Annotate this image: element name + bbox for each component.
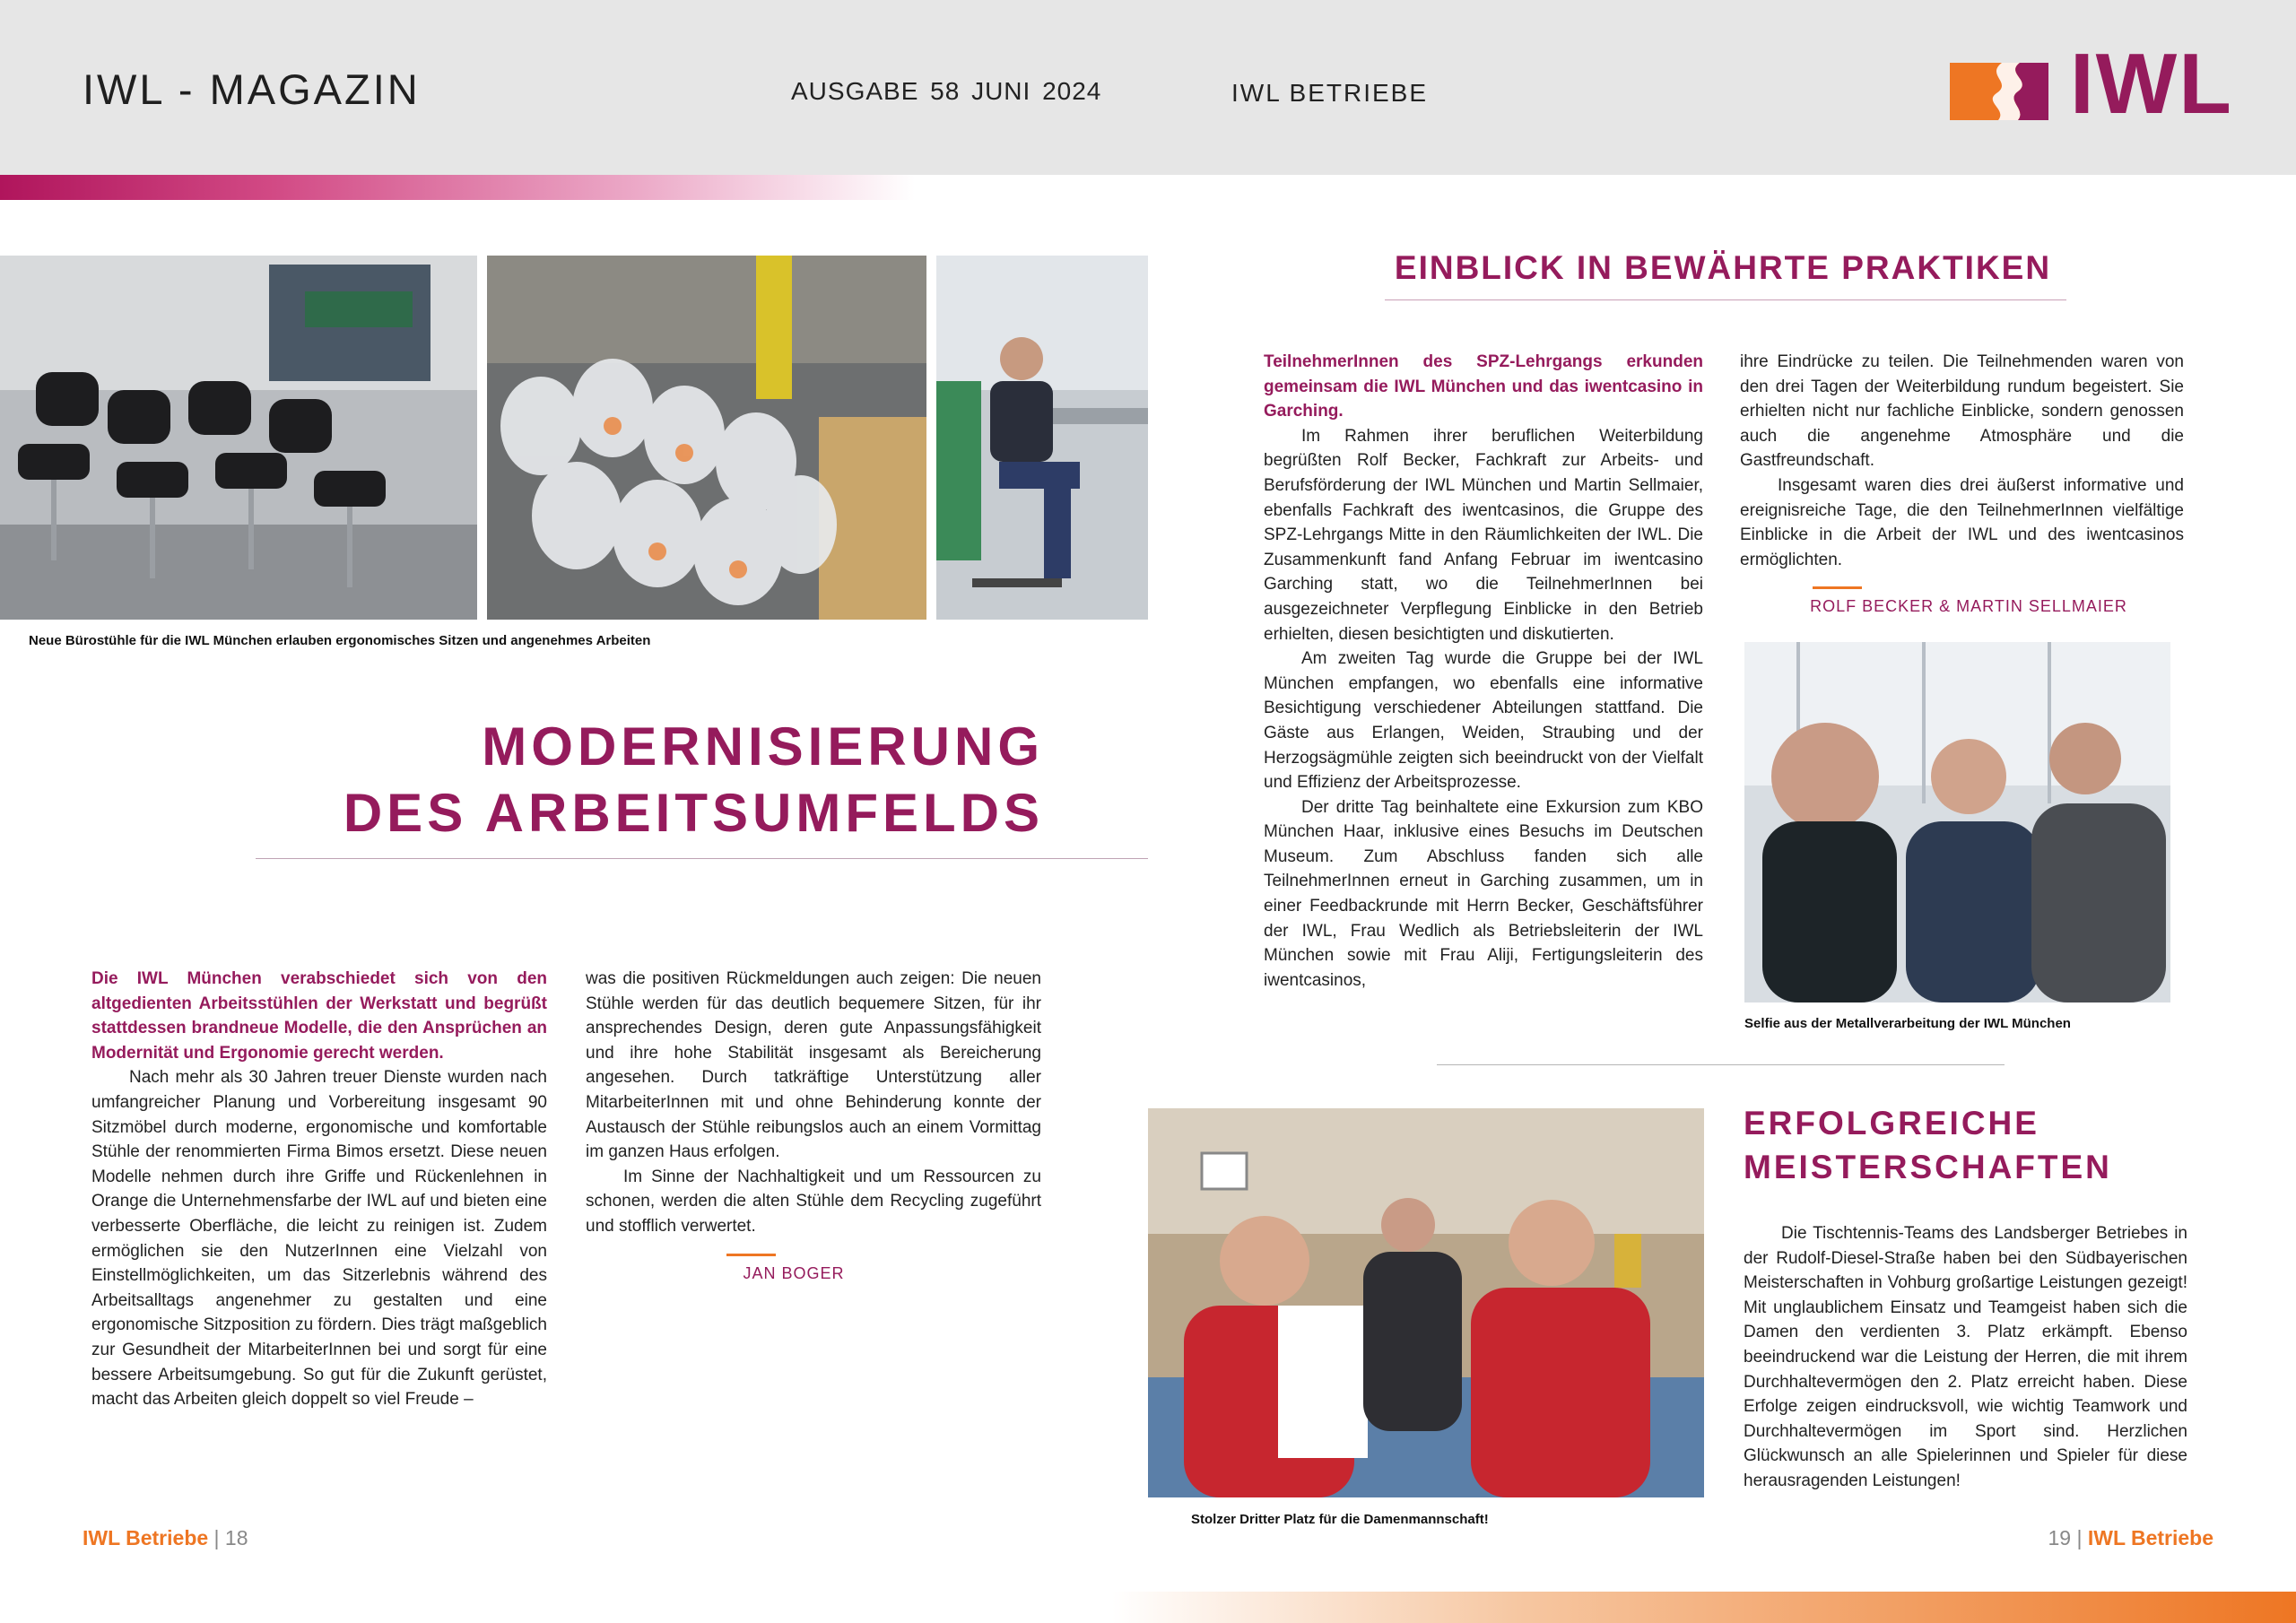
title-line-2: DES ARBEITSUMFELDS [343,783,1044,843]
article-paragraph: was die positiven Rückmeldungen auch zeigen: Die neuen Stühle werden für das deutlich bequemere Sitzen, für ihr ansprechendes Design, deren gute Anpassungsfähigkeit und ihre hohe Stabilität insgesamt als Bereicherung angesehen. Durch tatkräftige Unterstützung aller MitarbeiterInnen mit und ohne Behinderung konnte der Austausch der Stühle reibungslos auch an einem Vormittag im ganzen Haus erfolgen. [586,969,1041,1162]
article-column-1 [91,967,547,1412]
article-column-5 [1744,1221,2187,1494]
photo-selfie [1744,642,2170,1002]
footer-label: IWL Betriebe [2087,1526,2213,1549]
photo-man-at-desk [936,256,1148,620]
iwl-logo [1950,36,2233,132]
article-paragraph: Nach mehr als 30 Jahren treuer Dienste wurden nach umfangreicher Planung und Vorbereitung insgesamt 90 Sitzmöbel durch moderne, ergonomische und komfortable Stühle der renommierten Firma Bimos ersetzt. Diese neuen Modelle nehmen durch ihre Griffe und Rückenlehnen in Orange die Unternehmensfarbe der IWL auf und bieten eine verbesserte Oberfläche, die leicht zu reinigen ist. Zudem ermöglichen sie den NutzerInnen eine Vielzahl von Einstellmöglichkeiten, um das Sitzerlebnis während des Arbeitsalltags angenehmer zu gestalten und eine ergonomische Sitzposition zu fördern. Dies trägt maßgeblich zur Gesundheit der MitarbeiterInnen bei und sorgt für eine bessere Arbeitsumgebung. So gut für die Zukunft gerüstet, macht das Arbeiten gleich doppelt so viel Freude – [91,1068,547,1410]
article-paragraph: Im Sinne der Nachhaltigkeit und um Ressourcen zu schonen, werden die alten Stühle dem Recycling zugeführt und stofflich verwertet. [586,1167,1041,1236]
author-rule [1813,586,1862,589]
photo-wrapped-chairs [487,256,926,620]
footer-separator: | [213,1526,220,1549]
author-rule [726,1254,776,1256]
article-column-3 [1264,350,1703,993]
article-lead: Die IWL München verabschiedet sich von den altgedienten Arbeitsstühlen der Werkstatt und begrüßt stattdessen brandneue Modelle, die den Ansprüchen an Modernität und Ergonomie gerecht werden. [91,969,547,1063]
section-divider [1437,1064,2005,1065]
logo-text: IWL [2070,36,2233,132]
magazine-title: IWL - MAGAZIN [83,65,421,113]
page-number: 19 [2048,1526,2072,1549]
article-title-einblick: EINBLICK IN BEWÄHRTE PRAKTIKEN [1394,249,2052,286]
article-paragraph: Die Tischtennis-Teams des Landsberger Betriebes in der Rudolf-Diesel-Straße haben bei den Südbayerischen Meisterschaften in Vohburg großartige Leistungen gezeigt! Mit unglaublichem Einsatz und Teamgeist haben sich die Damen den verdienten 3. Platz erkämpft. Ebenso beeindruckend war die Leistung der Herren, die mit ihrem Durchhaltevermögen den 2. Platz erreicht haben. Diese Erfolge zeigen eindrucksvoll, wie wichtig Teamwork und Durchhaltevermögen im Sport sind. Herzlichen Glückwunsch an alle Spielerinnen und Spieler für diese herausragenden Leistungen! [1744,1224,2187,1490]
page-header [0,0,2296,175]
article-title-modernisierung [344,714,1044,846]
photo-table-tennis-team [1148,1108,1704,1497]
selfie-caption: Selfie aus der Metallverarbeitung der IWL München [1744,1016,2071,1031]
title-line-1: ERFOLGREICHE [1744,1105,2039,1141]
article-title-meisterschaften [1744,1101,2112,1189]
title-divider [1385,299,2066,300]
header-gradient-bar [0,175,915,200]
article-paragraph: ihre Eindrücke zu teilen. Die Teilnehmenden waren von den drei Tagen der Weiterbildung rundum begeistert. Sie erhielten nicht nur fachliche Einblicke, sondern genossen auch die angenehme Atmosphäre und die Gastfreundschaft. [1740,352,2184,471]
article-paragraph: Der dritte Tag beinhaltete eine Exkursion zum KBO München Haar, inklusive eines Besuchs im Deutschen Museum. Zum Abschluss fanden sich alle TeilnehmerInnen erneut in Garching zusammen, um in einer Feedbackrunde mit Herrn Becker, Geschäftsführer der IWL, Frau Wedlich als Betriebsleiterin der IWL München sowie mit Frau Aliji, Fertigungsleiterin des iwentcasinos, [1264,797,1703,990]
photo-office-chairs [0,256,477,620]
author-name: ROLF BECKER & MARTIN SELLMAIER [1810,597,2127,615]
issue-label: AUSGABE 58 JUNI 2024 [791,77,1102,105]
section-label: IWL BETRIEBE [1231,79,1429,107]
title-line-2: MEISTERSCHAFTEN [1744,1149,2112,1185]
article-paragraph: Am zweiten Tag wurde die Gruppe bei der IWL München empfangen, wo ebenfalls eine informative Besichtigung verschiedener Abteilungen stattfand. Die Gäste aus Erlangen, Weiden, Straubing und der Herzogsägmühle zeigten sich beeindruckt von der Vielfalt und Effizienz der Arbeitsprozesse. [1264,649,1703,793]
title-divider [256,858,1148,859]
footer-label: IWL Betriebe [83,1526,209,1549]
title-line-1: MODERNISIERUNG [482,716,1044,777]
article-paragraph: Im Rahmen ihrer beruflichen Weiterbildung begrüßten Rolf Becker, Fachkraft zur Arbeits- und Berufsförderung der IWL München und Martin Sellmaier, ebenfalls Fachkraft des iwentcasinos, die Gruppe des SPZ-Lehrgangs Mitte in den Räumlichkeiten der IWL. Die Zusammenkunft fand Anfang Februar im iwentcasino Garching statt, wo die TeilnehmerInnen bei ausgezeichneter Verpflegung Einblicke in den Betrieb erhielten, diesen besichtigten und diskutierten. [1264,426,1703,644]
footer-gradient-bar [1112,1592,2296,1623]
sport-caption: Stolzer Dritter Platz für die Damenmannschaft! [1191,1512,1489,1527]
chairs-caption: Neue Bürostühle für die IWL München erlauben ergonomisches Sitzen und angenehmes Arbeiten [29,633,651,648]
article-column-2 [586,967,1041,1239]
page-number: 18 [224,1526,248,1549]
footer-separator: | [2076,1526,2083,1549]
logo-mark-icon [1950,63,2048,120]
article-column-4 [1740,350,2184,572]
article-lead: TeilnehmerInnen des SPZ-Lehrgangs erkunden gemeinsam die IWL München und das iwentcasino in Garching. [1264,352,1703,421]
author-name: JAN BOGER [743,1264,845,1282]
article-paragraph: Insgesamt waren dies drei äußerst informative und ereignisreiche Tage, die den TeilnehmerInnen vielfältige Einblicke in die Arbeit der IWL und des iwentcasinos ermöglichten. [1740,475,2184,569]
footer-left [83,1526,248,1550]
footer-right [2048,1526,2213,1550]
